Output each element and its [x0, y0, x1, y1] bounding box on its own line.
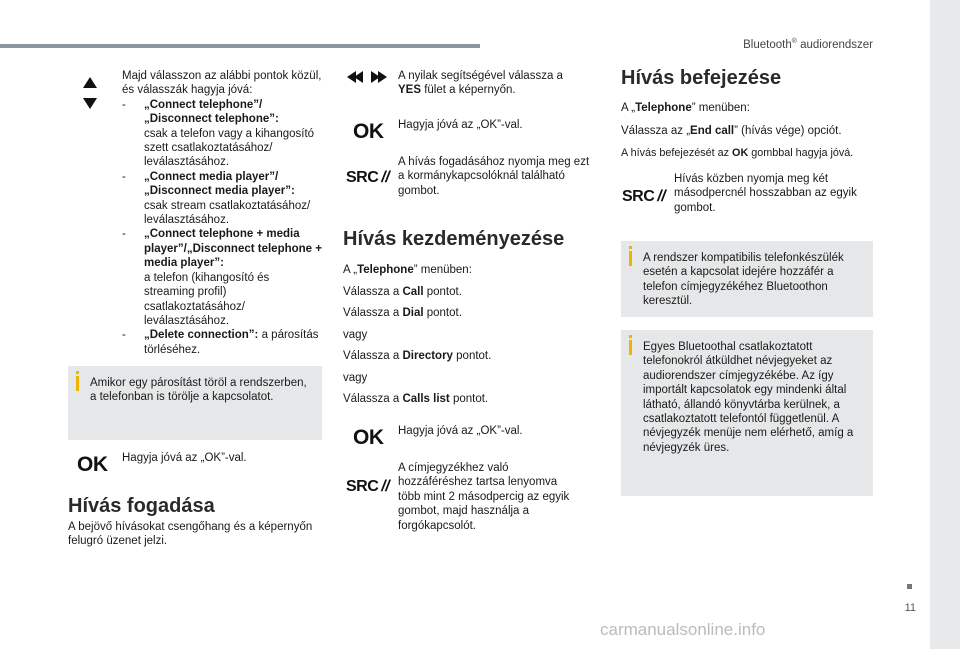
heading-make-call: Hívás kezdeményezése	[343, 228, 565, 250]
receive-call-text: A bejövő hívásokat csengőhang és a képernyőn felugró üzenet jelzi.	[68, 521, 313, 548]
info-icon	[629, 340, 632, 355]
end-call-steps	[621, 97, 881, 165]
step-line: Válassza a Call pontot.	[343, 285, 462, 298]
up-down-arrows-icon	[82, 76, 98, 115]
left-right-arrows-icon	[346, 70, 388, 89]
option-list	[122, 98, 322, 357]
watermark: carmanualsonline.info	[600, 620, 766, 639]
list-item: - „Connect telephone”/ „Disconnect telephone”: csak a telefon vagy a kihangosító szett csatlakoztatásához/ leválasztásához.	[122, 98, 315, 169]
info-box-contacts: Egyes Bluetoothal csatlakoztatott telefonokról átküldhet névjegyeket az audiorendszer címjegyzékébe. Az így importált kapcsolatok egy mindenki által látható, állandó könyvtárba kerülnek, a csatlakoztatott telefontól függetlenül. A névjegyzék menüje nem elérhető, amíg a névjegyzék üres.	[621, 330, 873, 496]
info-icon	[76, 376, 79, 391]
arrows-text: A nyilak segítségével válassza a YES fület a képernyőn.	[398, 70, 563, 97]
answer-call-text: A hívás fogadásához nyomja meg ezt a kormánykapcsolóknál található gombot.	[398, 156, 590, 197]
section-title: Bluetooth® audiorendszer	[743, 38, 873, 51]
heading-end-call: Hívás befejezése	[621, 67, 782, 89]
intro-text: Majd válasszon az alábbi pontok közül, és válasszák hagyja jóvá:	[122, 70, 322, 97]
list-item: - „Connect media player”/ „Disconnect media player”: csak stream csatlakoztatásához/ leválasztásához.	[122, 170, 311, 227]
page-marker	[907, 584, 912, 589]
page-side-strip	[930, 0, 960, 649]
info-icon	[629, 251, 632, 266]
step-line: A „Telephone” menüben:	[621, 102, 750, 114]
list-item: - „Connect telephone + media player”/„Disconnect telephone + media player”: a telefon (kihangosító és streaming profil) csatlakoztatásához/ leválasztásához.	[122, 228, 322, 327]
step-line: A hívás befejezését az OK gombbal hagyja jóvá.	[621, 147, 854, 159]
confirm-text: Hagyja jóvá az „OK”-val.	[398, 119, 523, 131]
info-box-delete: Amikor egy párosítást töröl a rendszerben, a telefonban is törölje a kapcsolatot.	[68, 366, 322, 440]
step-line: Válassza az „End call” (hívás vége) opciót.	[621, 124, 842, 137]
ok-button-icon: OK	[353, 120, 384, 143]
step-line: A „Telephone” menüben:	[343, 264, 472, 276]
make-call-steps	[343, 260, 583, 411]
header-rule	[0, 44, 480, 48]
step-line: Válassza a Dial pontot.	[343, 307, 462, 319]
src-steering-switch-icon: SRC //	[346, 169, 390, 186]
ok-button-icon: OK	[77, 453, 108, 476]
list-item: - „Delete connection”: a párosítás törléséhez.	[122, 329, 319, 356]
step-line: Válassza a Calls list pontot.	[343, 393, 489, 405]
step-line: Válassza a Directory pontot.	[343, 350, 492, 362]
confirm-text: Hagyja jóvá az „OK”-val.	[398, 425, 523, 437]
info-box-compatibility: A rendszer kompatibilis telefonkészülék esetén a kapcsolat idejére hozzáfér a telefon címjegyzékéhez Bluetoothon keresztül.	[621, 241, 873, 317]
directory-access-text: A címjegyzékhez való hozzáféréshez tartsa lenyomva több mint 2 másodpercig az egyik gombot, majd használja a forgókapcsolót.	[398, 462, 570, 532]
src-steering-switch-icon: SRC //	[622, 188, 666, 205]
step-line: vagy	[343, 371, 368, 384]
src-steering-switch-icon: SRC //	[346, 478, 390, 495]
connection-options-text	[122, 69, 322, 357]
end-call-hold-text: Hívás közben nyomja meg két másodpercnél hosszabban az egyik gombot.	[674, 173, 857, 214]
page-number: 11	[904, 602, 916, 614]
confirm-text: Hagyja jóvá az „OK”-val.	[122, 452, 247, 464]
heading-receive-call: Hívás fogadása	[68, 495, 215, 517]
ok-button-icon: OK	[353, 426, 384, 449]
step-line: vagy	[343, 328, 368, 341]
